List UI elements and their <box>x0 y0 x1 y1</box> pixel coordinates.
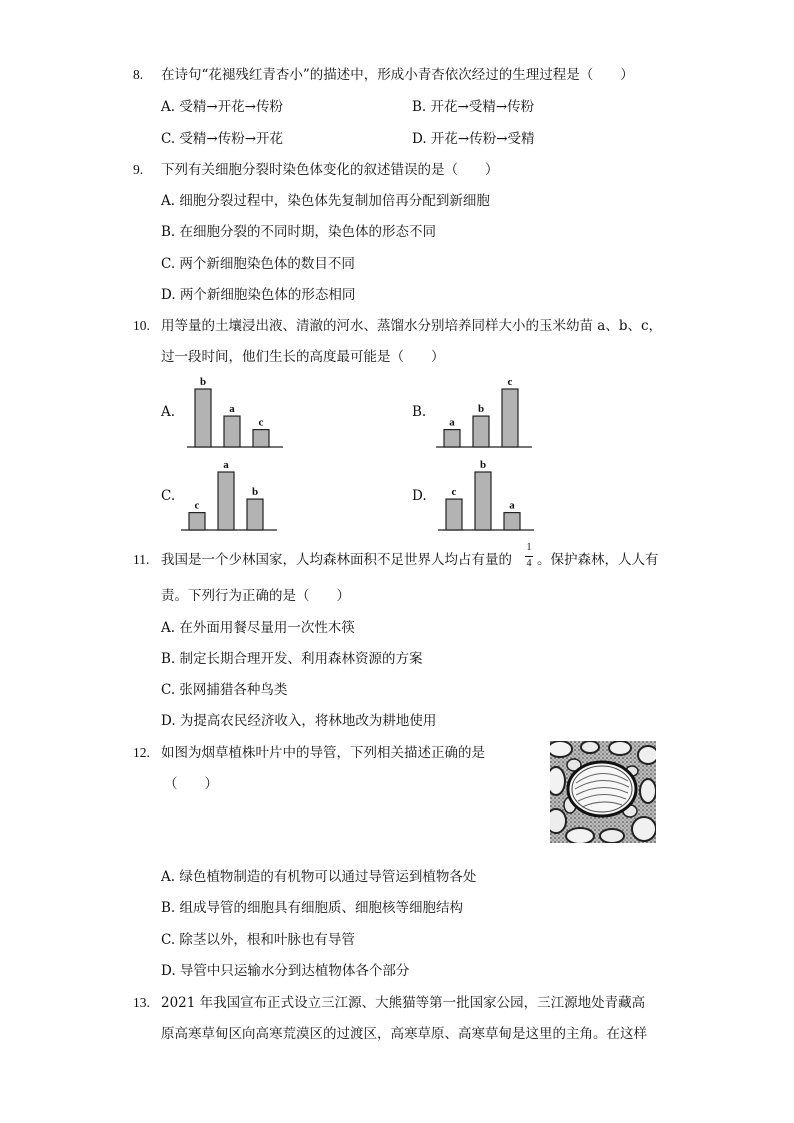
q11-fraction-numerator: 1 <box>526 542 532 553</box>
bar-label-b: b <box>479 459 487 471</box>
bar-b <box>195 389 211 447</box>
q8-option-d[interactable]: D. 开花→传粉→受精 <box>412 131 535 147</box>
q12-option-a[interactable]: A. 绿色植物制造的有机物可以通过导管运到植物各处 <box>161 869 477 885</box>
q11-option-b[interactable]: B. 制定长期合理开发、利用森林资源的方案 <box>161 651 423 667</box>
q9-option-d[interactable]: D. 两个新细胞染色体的形态相同 <box>161 287 356 303</box>
q9-option-b[interactable]: B. 在细胞分裂的不同时期，染色体的形态不同 <box>161 224 437 240</box>
q10-number: 10. <box>133 318 150 333</box>
q12-option-d[interactable]: D. 导管中只运输水分到达植物体各个部分 <box>161 963 410 979</box>
q10-option-a-label[interactable]: A. <box>161 404 176 420</box>
bar-b <box>475 472 491 530</box>
q9-option-c[interactable]: C. 两个新细胞染色体的数目不同 <box>161 256 355 272</box>
q12-number: 12. <box>133 745 150 760</box>
q8-number: 8. <box>133 67 144 82</box>
bar-b <box>473 416 489 447</box>
bar-a <box>218 472 234 530</box>
bar-label-b: b <box>199 376 207 388</box>
q12-option-c[interactable]: C. 除茎以外，根和叶脉也有导管 <box>161 932 355 948</box>
q11-fraction-denominator: 4 <box>526 558 532 569</box>
q11-number: 11. <box>133 552 150 567</box>
q10-stem-line2: 过一段时间，他们生长的高度最可能是（ ） <box>161 349 445 365</box>
bar-label-b: b <box>251 486 259 499</box>
q8-stem: 在诗句“花褪残红青杏小”的描述中，形成小青杏依次经过的生理过程是（ ） <box>161 67 634 83</box>
bar-a <box>224 416 240 447</box>
q12-option-b[interactable]: B. 组成导管的细胞具有细胞质、细胞核等细胞结构 <box>161 900 464 916</box>
q11-option-a[interactable]: A. 在外面用餐尽量用一次性木筷 <box>161 620 355 636</box>
bar-label-a: a <box>509 499 515 512</box>
q9-option-a[interactable]: A. 细胞分裂过程中，染色体先复制加倍再分配到新细胞 <box>161 193 490 209</box>
bar-label-c: c <box>258 416 264 429</box>
q13-stem-line1: 2021 年我国宣布正式设立三江源、大熊猫等第一批国家公园，三江源地处青藏高 <box>161 995 646 1011</box>
bar-c <box>446 499 462 530</box>
q13-number: 13. <box>133 995 150 1010</box>
q12-stem: 如图为烟草植株叶片中的导管，下列相关描述正确的是 <box>161 745 485 761</box>
bar-label-a: a <box>449 416 455 429</box>
q10-option-c-label[interactable]: C. <box>161 488 176 504</box>
q11-stem-line1: 我国是一个少林国家，人均森林面积不足世界人均占有量的 <box>161 552 512 568</box>
bar-label-c: c <box>507 376 513 388</box>
q10-chart-d <box>438 455 538 533</box>
bar-label-a: a <box>223 459 229 471</box>
bar-label-a: a <box>229 403 235 416</box>
q9-number: 9. <box>133 162 144 177</box>
q10-stem-line1: 用等量的土壤浸出液、清澈的河水、蒸馏水分别培养同样大小的玉米幼苗 a、b、c， <box>161 318 663 334</box>
q11-option-d[interactable]: D. 为提高农民经济收入，将林地改为耕地使用 <box>161 713 437 729</box>
bar-c <box>502 389 518 447</box>
q11-stem-line1-end: 。保护森林，人人有 <box>537 552 659 568</box>
q11-option-c[interactable]: C. 张网捕猎各种鸟类 <box>161 682 288 698</box>
bar-c <box>189 513 205 530</box>
bar-label-c: c <box>194 499 200 512</box>
q12-answer-paren: （ ） <box>164 776 218 792</box>
q10-chart-a <box>187 372 287 450</box>
q13-stem-line2: 原高寒草甸区向高寒荒漠区的过渡区，高寒草原、高寒草甸是这里的主角。在这样 <box>161 1026 647 1042</box>
q8-option-a[interactable]: A. 受精→开花→传粉 <box>161 99 283 115</box>
q9-stem: 下列有关细胞分裂时染色体变化的叙述错误的是（ ） <box>161 162 499 178</box>
q8-option-c[interactable]: C. 受精→传粉→开花 <box>161 131 284 147</box>
bar-label-c: c <box>451 486 457 499</box>
bar-label-b: b <box>477 403 485 416</box>
q10-chart-c <box>181 455 281 533</box>
bar-a <box>504 513 520 530</box>
q10-option-d-label[interactable]: D. <box>412 488 427 504</box>
bar-b <box>247 499 263 530</box>
q8-option-b[interactable]: B. 开花→受精→传粉 <box>412 99 535 115</box>
q11-fraction-bar <box>525 556 533 557</box>
q11-stem-line2: 责。下列行为正确的是（ ） <box>161 588 350 604</box>
bar-c <box>253 430 269 447</box>
q10-chart-b <box>436 372 536 450</box>
bar-a <box>444 430 460 447</box>
q10-option-b-label[interactable]: B. <box>412 404 427 420</box>
vessel-micrograph-image <box>550 741 656 843</box>
